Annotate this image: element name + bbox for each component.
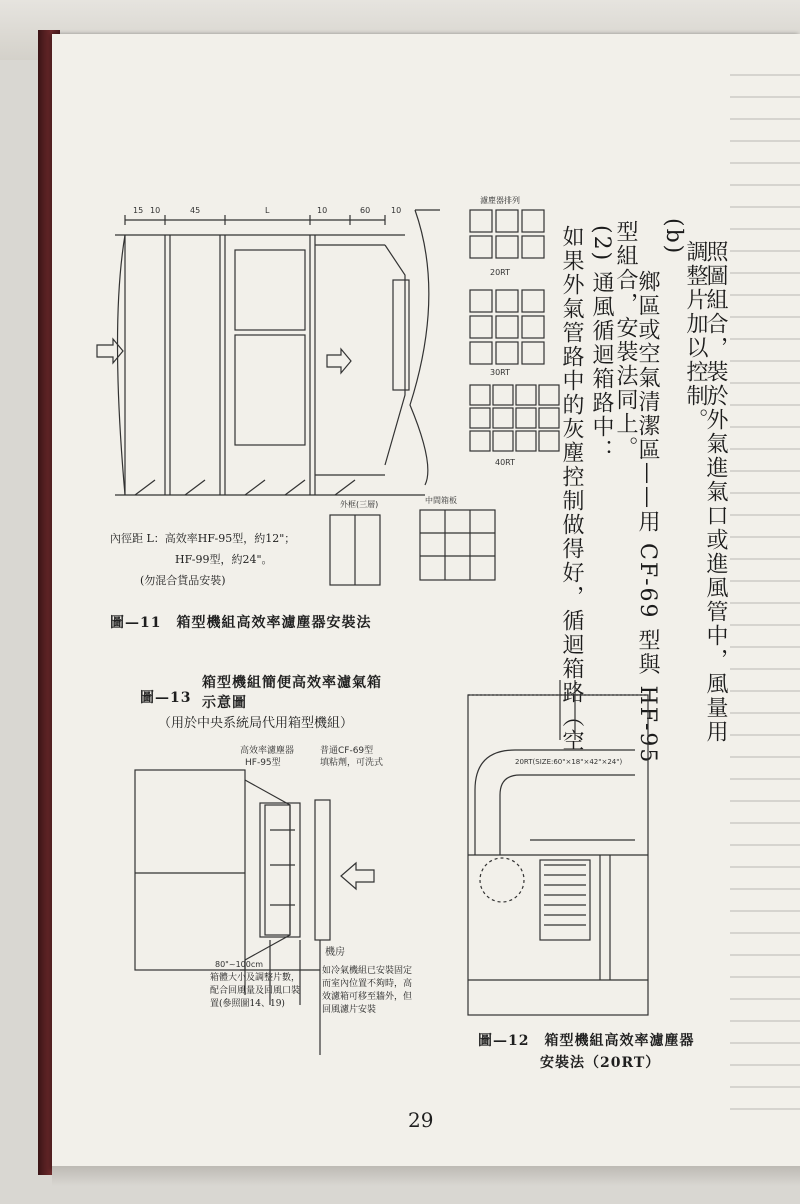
fig12-caption-line1: 圖—12 箱型機組高效率濾塵器 (478, 1033, 695, 1049)
fig11-note-1: 內徑距 L：高效率HF-95型，約12"； (110, 532, 296, 545)
figure-13-diagram (120, 745, 420, 1065)
dim-10a: 10 (150, 206, 161, 215)
grid-label-20rt: 20RT (490, 268, 511, 277)
grid-header: 濾塵器排列 (480, 196, 520, 205)
fig13-title-line1: 箱型機組簡便高效率濾氣箱 (202, 675, 382, 691)
grid-label-30rt: 30RT (490, 368, 511, 377)
body-text-col-6: (2) 通風循迴箱路中： (589, 225, 614, 464)
fig13-number: 圖—13 (140, 690, 192, 706)
body-text-col-5: 型組合，安裝法同上。 (613, 220, 638, 460)
fig13-label-a2: HF-95型 (245, 758, 281, 768)
body-text-col-2: 調整片加以控制。 (683, 240, 708, 432)
fig13-label-b2: 填粘劑，可洗式 (320, 758, 384, 768)
grid-label-40rt: 40RT (495, 458, 516, 467)
page-number: 29 (408, 1108, 434, 1132)
figure-12-diagram (460, 680, 660, 1025)
fig13-note-left: 箱體大小及調整片數，配合回風量及回風口裝置(參照圖14、19) (210, 973, 301, 1009)
body-text-col-7: 如果外氣管路中的灰塵控制做得好，循迴箱路（空 (559, 225, 584, 753)
dim-10c: 10 (391, 206, 402, 215)
side-view-label: 中間箱板 (425, 496, 457, 505)
fig11-note-2: HF-99型，約24"。 (175, 553, 273, 566)
page-shadow (52, 1166, 800, 1186)
fig11-note-3: (勿混合貨品安裝) (140, 574, 226, 587)
body-text-col-1: 照圖組合，裝於外氣進氣口或進風管中，風量用 (703, 240, 728, 744)
dim-15: 15 (133, 206, 144, 215)
fig13-room-label: 機房 (325, 947, 345, 958)
dim-45: 45 (190, 206, 201, 215)
fig13-label-a1: 高效率濾塵器 (240, 746, 295, 756)
fig13-label-b1: 普通CF-69型 (320, 746, 374, 756)
dim-10b: 10 (317, 206, 328, 215)
fig12-caption-line2: 安裝法（20RT） (540, 1055, 661, 1071)
fig12-top-label: 20RT(SIZE:60"×18"×42"×24") (515, 758, 623, 766)
show-through-text (730, 74, 800, 1114)
dim-60: 60 (360, 206, 371, 215)
front-view-label: 外框(三層) (340, 500, 379, 509)
body-text-col-4: 鄉區或空氣清潔區——用 CF-69 型與 HF-95 (635, 270, 660, 765)
body-text-item-b: (b) (661, 218, 686, 256)
fig13-note-right: 如冷氣機組已安裝固定而室內位置不夠時，高效濾箱可移至牆外，但回風濾片安裝 (322, 966, 413, 1015)
fig13-dim: 80"~100cm (215, 960, 264, 969)
fig13-title-line2: 示意圖 (202, 695, 247, 711)
dim-L: L (265, 206, 270, 215)
fig13-subtitle: （用於中央系統局代用箱型機組） (158, 716, 354, 731)
fig11-caption: 圖—11 箱型機組高效率濾塵器安裝法 (110, 615, 372, 631)
